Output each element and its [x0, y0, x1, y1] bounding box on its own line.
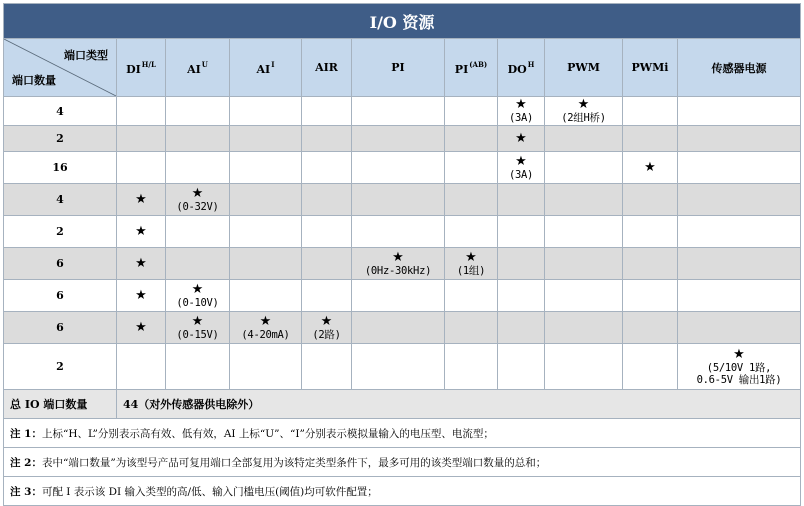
table-cell: [117, 152, 166, 184]
table-cell: [117, 248, 166, 280]
column-header: [117, 39, 166, 97]
cell-note: 0.6-5V 输出1路): [696, 373, 782, 386]
table-cell: [166, 97, 230, 126]
table-cell: [230, 216, 302, 248]
table-cell: [230, 280, 302, 312]
star-icon: ★: [392, 249, 404, 265]
table-cell: [623, 216, 678, 248]
table-cell: [445, 248, 498, 280]
table-row: [4, 97, 801, 126]
table-title: I/O 资源: [4, 4, 801, 39]
star-icon: ★: [135, 223, 147, 239]
table-row: [4, 184, 801, 216]
cell-note: (2组H桥): [561, 112, 606, 124]
column-header: [545, 39, 623, 97]
column-header-label: 传感器电源: [711, 61, 767, 75]
table-row: [4, 216, 801, 248]
table-cell: [302, 312, 352, 344]
star-icon: ★: [515, 153, 527, 169]
port-count-cell: 6: [4, 280, 117, 312]
table-cell: [230, 344, 302, 390]
star-icon: ★: [259, 313, 272, 329]
table-cell: [352, 280, 445, 312]
footnote-tag: 注 1：: [10, 427, 42, 440]
table-cell: [230, 126, 302, 152]
footnote-row: [4, 419, 801, 448]
table-cell: [545, 248, 623, 280]
table-cell: [545, 344, 623, 390]
column-header-superscript: U: [201, 59, 208, 69]
table-row: [4, 280, 801, 312]
cell-note: (3A): [508, 168, 534, 181]
table-cell: [166, 152, 230, 184]
table-cell: [302, 344, 352, 390]
star-icon: ★: [515, 97, 527, 112]
table-cell: [498, 280, 545, 312]
table-cell: [230, 184, 302, 216]
table-cell: [498, 248, 545, 280]
table-cell: [352, 216, 445, 248]
cell-note: (0Hz-30kHz): [364, 264, 432, 277]
table-cell: [623, 126, 678, 152]
port-count-cell: 2: [4, 344, 117, 390]
table-cell: [352, 248, 445, 280]
table-cell: [678, 97, 801, 126]
table-cell: [623, 152, 678, 184]
table-cell: [623, 312, 678, 344]
table-cell: [117, 312, 166, 344]
table-cell: [166, 248, 230, 280]
table-cell: [445, 312, 498, 344]
table-cell: [352, 152, 445, 184]
port-count-label: 端口数量: [12, 74, 56, 87]
table-cell: [445, 126, 498, 152]
table-row: [4, 152, 801, 184]
footnote: [4, 448, 801, 477]
star-icon: ★: [191, 313, 204, 329]
table-cell: [545, 184, 623, 216]
table-cell: [498, 184, 545, 216]
port-count-cell: 6: [4, 248, 117, 280]
table-cell: [117, 184, 166, 216]
column-header: [302, 39, 352, 97]
table-cell: [230, 97, 302, 126]
table-cell: [545, 312, 623, 344]
table-cell: [166, 312, 230, 344]
column-header-label: DI: [126, 62, 141, 76]
table-cell: [352, 344, 445, 390]
table-cell: [498, 216, 545, 248]
table-cell: [117, 97, 166, 126]
column-header-label: PI: [391, 61, 405, 74]
footnote: [4, 477, 801, 506]
column-header: [678, 39, 801, 97]
column-header: [352, 39, 445, 97]
table-cell: [445, 216, 498, 248]
column-header-label: AI: [187, 62, 201, 76]
port-count-cell: 16: [4, 152, 117, 184]
table-row: [4, 248, 801, 280]
port-count-cell: 4: [4, 184, 117, 216]
star-icon: ★: [135, 191, 147, 207]
column-header: [230, 39, 302, 97]
table-cell: [117, 344, 166, 390]
cell-note: (0-10V): [176, 296, 219, 309]
port-type-label: 端口类型: [64, 49, 108, 62]
column-header-superscript: I: [271, 59, 275, 69]
table-cell: [230, 312, 302, 344]
table-cell: [445, 344, 498, 390]
corner-header: [4, 39, 117, 97]
table-cell: [302, 152, 352, 184]
table-cell: [498, 344, 545, 390]
cell-note: (5/10V 1路,: [706, 361, 772, 374]
table-cell: [445, 97, 498, 126]
star-icon: ★: [135, 255, 147, 271]
table-cell: [623, 97, 678, 126]
star-icon: ★: [644, 159, 656, 175]
star-icon: ★: [191, 281, 204, 297]
table-cell: [352, 97, 445, 126]
port-count-cell: 2: [4, 126, 117, 152]
footnote-row: [4, 477, 801, 506]
table-cell: [352, 312, 445, 344]
star-icon: ★: [320, 313, 333, 329]
table-cell: [545, 280, 623, 312]
io-resource-table-container: [3, 3, 800, 498]
table-cell: [445, 280, 498, 312]
port-count-cell: 4: [4, 97, 117, 126]
table-cell: [117, 126, 166, 152]
table-cell: [678, 344, 801, 390]
footnote-row: [4, 448, 801, 477]
total-io-value: 44（对外传感器供电除外）: [117, 390, 801, 419]
table-row: [4, 312, 801, 344]
table-cell: [445, 152, 498, 184]
footnote-tag: 注 3：: [10, 485, 42, 498]
table-cell: [230, 152, 302, 184]
table-cell: [166, 126, 230, 152]
table-cell: [302, 248, 352, 280]
column-header-superscript: (AB): [469, 59, 488, 69]
table-cell: [445, 184, 498, 216]
table-cell: [498, 126, 545, 152]
table-cell: [166, 216, 230, 248]
io-resource-table: [3, 3, 801, 506]
total-io-label: 总 IO 端口数量: [4, 390, 117, 419]
cell-note: (0-15V): [176, 328, 219, 341]
star-icon: ★: [465, 249, 477, 265]
column-header-label: PWM: [567, 61, 600, 74]
cell-note: (4-20mA): [241, 328, 290, 341]
table-cell: [623, 280, 678, 312]
table-cell: [678, 280, 801, 312]
table-cell: [166, 280, 230, 312]
star-icon: ★: [577, 97, 590, 112]
footnote-text: 可配 I 表示该 DI 输入类型的高/低、输入门槛电压(阈值)均可软件配置；: [41, 485, 378, 498]
footnote-tag: 注 2：: [10, 456, 42, 469]
column-header-label: AI: [256, 62, 271, 76]
column-header-label: PWMi: [631, 61, 669, 74]
port-count-cell: 6: [4, 312, 117, 344]
table-cell: [623, 184, 678, 216]
table-cell: [678, 216, 801, 248]
cell-note: (1组): [456, 264, 486, 277]
table-cell: [302, 216, 352, 248]
table-cell: [545, 152, 623, 184]
star-icon: ★: [191, 185, 204, 201]
star-icon: ★: [135, 319, 147, 335]
table-cell: [498, 152, 545, 184]
footnote: [4, 419, 801, 448]
table-cell: [678, 248, 801, 280]
column-header: [445, 39, 498, 97]
column-header-label: DO: [507, 62, 527, 76]
table-cell: [623, 344, 678, 390]
star-icon: ★: [135, 287, 147, 303]
column-header: [623, 39, 678, 97]
port-count-cell: 2: [4, 216, 117, 248]
table-cell: [117, 216, 166, 248]
table-cell: [545, 126, 623, 152]
table-cell: [678, 152, 801, 184]
cell-note: (2路): [312, 328, 341, 341]
table-row: [4, 126, 801, 152]
table-cell: [166, 184, 230, 216]
table-cell: [302, 126, 352, 152]
column-header-label: AIR: [315, 61, 338, 74]
cell-note: (3A): [508, 112, 534, 124]
star-icon: ★: [733, 346, 745, 362]
table-cell: [166, 344, 230, 390]
column-header: [166, 39, 230, 97]
table-cell: [678, 126, 801, 152]
footnote-text: 上标“H、L”分别表示高有效、低有效，AI 上标“U”、“I”分别表示模拟量输入的电压型、电流型；: [41, 427, 494, 440]
table-row: [4, 344, 801, 390]
table-cell: [678, 184, 801, 216]
column-header: [498, 39, 545, 97]
table-cell: [117, 280, 166, 312]
table-cell: [678, 312, 801, 344]
table-cell: [352, 184, 445, 216]
table-cell: [498, 97, 545, 126]
table-cell: [545, 97, 623, 126]
column-header-label: PI: [454, 62, 469, 76]
footnote-text: 表中“端口数量”为该型号产品可复用端口全部复用为该特定类型条件下，最多可用的该类型端口数量的总和；: [41, 456, 547, 469]
table-cell: [623, 248, 678, 280]
cell-note: (0-32V): [176, 200, 219, 213]
table-cell: [230, 248, 302, 280]
table-cell: [302, 280, 352, 312]
table-cell: [352, 126, 445, 152]
table-cell: [302, 184, 352, 216]
column-header-superscript: H/L: [141, 59, 156, 69]
table-cell: [545, 216, 623, 248]
table-cell: [302, 97, 352, 126]
star-icon: ★: [515, 130, 527, 146]
table-cell: [498, 312, 545, 344]
column-header-superscript: H: [527, 59, 535, 69]
